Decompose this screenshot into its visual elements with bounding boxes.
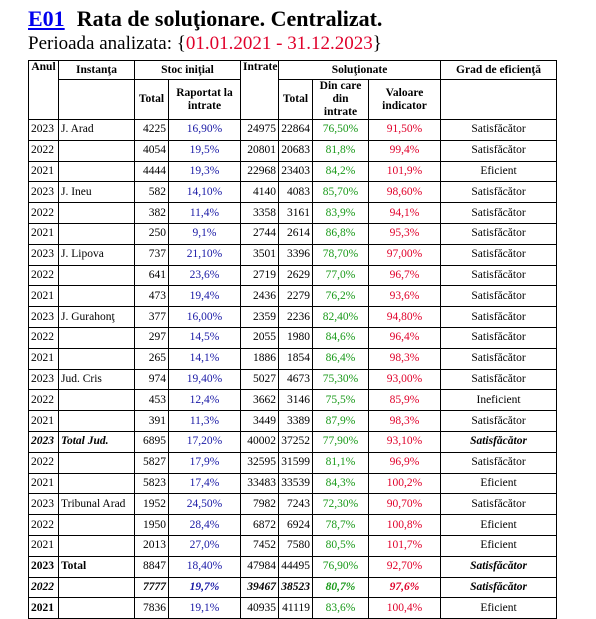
solutionate-total-cell: 4673	[279, 369, 313, 390]
table-row	[29, 161, 557, 182]
instanta-cell	[59, 515, 135, 536]
grad-cell: Satisfăcător	[441, 431, 557, 452]
grad-cell: Satisfăcător	[441, 494, 557, 515]
din-care-cell: 84,3%	[313, 473, 369, 494]
raport-cell: 11,3%	[169, 411, 241, 432]
table-row	[29, 494, 557, 515]
raport-cell: 27,0%	[169, 535, 241, 556]
table-row	[29, 369, 557, 390]
instanta-cell: J. Arad	[59, 120, 135, 141]
instanta-cell	[59, 452, 135, 473]
valoare-cell: 98,60%	[369, 182, 441, 203]
year-cell: 2022	[29, 577, 59, 598]
solutionate-total-cell: 2236	[279, 307, 313, 328]
solutionate-total-cell: 7243	[279, 494, 313, 515]
period-line	[28, 32, 596, 56]
stoc-total-cell: 453	[135, 390, 169, 411]
intrate-cell: 40935	[241, 598, 279, 619]
intrate-cell: 1886	[241, 348, 279, 369]
instanta-cell	[59, 327, 135, 348]
din-care-cell: 77,0%	[313, 265, 369, 286]
intrate-cell: 47984	[241, 556, 279, 577]
raport-cell: 19,3%	[169, 161, 241, 182]
solutionate-total-cell: 2279	[279, 286, 313, 307]
year-cell: 2023	[29, 494, 59, 515]
raport-cell: 18,40%	[169, 556, 241, 577]
table-row	[29, 452, 557, 473]
year-cell: 2023	[29, 120, 59, 141]
raport-cell: 17,4%	[169, 473, 241, 494]
din-care-cell: 83,9%	[313, 203, 369, 224]
table-row	[29, 473, 557, 494]
intrate-cell: 2359	[241, 307, 279, 328]
report-title-text: Rata de soluţionare. Centralizat.	[76, 6, 383, 31]
valoare-cell: 100,8%	[369, 515, 441, 536]
solutionate-total-cell: 7580	[279, 535, 313, 556]
grad-cell: Satisfăcător	[441, 265, 557, 286]
din-care-cell: 75,5%	[313, 390, 369, 411]
grad-cell: Satisfăcător	[441, 411, 557, 432]
solutionate-total-cell: 37252	[279, 431, 313, 452]
instanta-cell	[59, 390, 135, 411]
valoare-cell: 94,1%	[369, 203, 441, 224]
instanta-cell	[59, 140, 135, 161]
raport-cell: 24,50%	[169, 494, 241, 515]
din-care-cell: 84,2%	[313, 161, 369, 182]
intrate-cell: 2719	[241, 265, 279, 286]
intrate-cell: 4140	[241, 182, 279, 203]
year-cell: 2021	[29, 535, 59, 556]
solutionate-total-cell: 3389	[279, 411, 313, 432]
stoc-total-cell: 6895	[135, 431, 169, 452]
raport-cell: 12,4%	[169, 390, 241, 411]
stoc-total-cell: 473	[135, 286, 169, 307]
raport-cell: 16,00%	[169, 307, 241, 328]
stoc-total-cell: 7777	[135, 577, 169, 598]
solutionate-total-cell: 1854	[279, 348, 313, 369]
year-cell: 2023	[29, 556, 59, 577]
year-cell: 2022	[29, 265, 59, 286]
instanta-cell	[59, 265, 135, 286]
intrate-cell: 2744	[241, 223, 279, 244]
valoare-cell: 100,4%	[369, 598, 441, 619]
raport-cell: 14,10%	[169, 182, 241, 203]
din-care-cell: 76,90%	[313, 556, 369, 577]
valoare-cell: 97,00%	[369, 244, 441, 265]
din-care-cell: 83,6%	[313, 598, 369, 619]
instanta-cell: J. Gurahonţ	[59, 307, 135, 328]
year-cell: 2023	[29, 431, 59, 452]
report-code-link[interactable]: E01	[28, 6, 65, 31]
stoc-total-cell: 641	[135, 265, 169, 286]
grad-cell: Satisfăcător	[441, 286, 557, 307]
table-row	[29, 327, 557, 348]
year-cell: 2021	[29, 598, 59, 619]
solutionate-total-cell: 1980	[279, 327, 313, 348]
header-row-2	[29, 80, 557, 120]
grad-cell: Satisfăcător	[441, 223, 557, 244]
year-cell: 2023	[29, 244, 59, 265]
report-header	[0, 0, 596, 56]
year-cell: 2021	[29, 348, 59, 369]
grad-cell: Eficient	[441, 161, 557, 182]
stoc-total-cell: 4054	[135, 140, 169, 161]
valoare-cell: 101,9%	[369, 161, 441, 182]
raport-cell: 9,1%	[169, 223, 241, 244]
din-care-cell: 72,30%	[313, 494, 369, 515]
instanta-cell	[59, 161, 135, 182]
table-row	[29, 244, 557, 265]
efficiency-table	[28, 60, 557, 619]
grad-cell: Satisfăcător	[441, 327, 557, 348]
intrate-cell: 32595	[241, 452, 279, 473]
stoc-total-cell: 582	[135, 182, 169, 203]
solutionate-total-cell: 2614	[279, 223, 313, 244]
col-solutionate: Soluţionate	[279, 61, 441, 80]
raport-cell: 14,5%	[169, 327, 241, 348]
table-row	[29, 431, 557, 452]
din-care-cell: 78,7%	[313, 515, 369, 536]
intrate-cell: 2436	[241, 286, 279, 307]
intrate-cell: 22968	[241, 161, 279, 182]
table-row	[29, 556, 557, 577]
din-care-cell: 87,9%	[313, 411, 369, 432]
table-row	[29, 348, 557, 369]
solutionate-total-cell: 3146	[279, 390, 313, 411]
din-care-cell: 84,6%	[313, 327, 369, 348]
year-cell: 2022	[29, 515, 59, 536]
instanta-cell: J. Ineu	[59, 182, 135, 203]
table-row	[29, 411, 557, 432]
raport-cell: 28,4%	[169, 515, 241, 536]
stoc-total-cell: 4444	[135, 161, 169, 182]
instanta-cell: Jud. Cris	[59, 369, 135, 390]
grad-cell: Satisfăcător	[441, 452, 557, 473]
valoare-cell: 93,00%	[369, 369, 441, 390]
solutionate-total-cell: 41119	[279, 598, 313, 619]
intrate-cell: 3662	[241, 390, 279, 411]
col-din-care: Din care din intrate	[313, 80, 369, 120]
stoc-total-cell: 265	[135, 348, 169, 369]
instanta-cell	[59, 203, 135, 224]
valoare-cell: 92,70%	[369, 556, 441, 577]
table-body	[29, 120, 557, 619]
solutionate-total-cell: 33539	[279, 473, 313, 494]
intrate-cell: 33483	[241, 473, 279, 494]
table-row	[29, 182, 557, 203]
report-title	[28, 6, 596, 32]
instanta-cell	[59, 286, 135, 307]
year-cell: 2022	[29, 203, 59, 224]
table-row	[29, 223, 557, 244]
grad-cell: Satisfăcător	[441, 556, 557, 577]
solutionate-total-cell: 20683	[279, 140, 313, 161]
stoc-total-cell: 4225	[135, 120, 169, 141]
din-care-cell: 80,7%	[313, 577, 369, 598]
intrate-cell: 2055	[241, 327, 279, 348]
din-care-cell: 86,4%	[313, 348, 369, 369]
stoc-total-cell: 5823	[135, 473, 169, 494]
grad-cell: Eficient	[441, 515, 557, 536]
col-instanta: Instanţa	[59, 61, 135, 80]
table-row	[29, 265, 557, 286]
valoare-cell: 98,3%	[369, 348, 441, 369]
year-cell: 2023	[29, 369, 59, 390]
year-cell: 2022	[29, 327, 59, 348]
table-row	[29, 577, 557, 598]
table-row	[29, 140, 557, 161]
din-care-cell: 81,1%	[313, 452, 369, 473]
year-cell: 2022	[29, 140, 59, 161]
stoc-total-cell: 382	[135, 203, 169, 224]
din-care-cell: 78,70%	[313, 244, 369, 265]
valoare-cell: 93,10%	[369, 431, 441, 452]
instanta-cell	[59, 348, 135, 369]
col-stoc-initial: Stoc iniţial	[135, 61, 241, 80]
raport-cell: 19,1%	[169, 598, 241, 619]
valoare-cell: 94,80%	[369, 307, 441, 328]
col-instanta-blank	[59, 80, 135, 120]
year-cell: 2021	[29, 411, 59, 432]
stoc-total-cell: 1952	[135, 494, 169, 515]
year-cell: 2023	[29, 307, 59, 328]
table-row	[29, 203, 557, 224]
grad-cell: Satisfăcător	[441, 244, 557, 265]
col-grad: Grad de eficienţă	[441, 61, 557, 80]
col-valoare: Valoare indicator	[369, 80, 441, 120]
instanta-cell	[59, 411, 135, 432]
table-row	[29, 286, 557, 307]
intrate-cell: 7452	[241, 535, 279, 556]
grad-cell: Satisfăcător	[441, 307, 557, 328]
valoare-cell: 93,6%	[369, 286, 441, 307]
valoare-cell: 91,50%	[369, 120, 441, 141]
solutionate-total-cell: 3396	[279, 244, 313, 265]
instanta-cell	[59, 473, 135, 494]
stoc-total-cell: 5827	[135, 452, 169, 473]
grad-cell: Satisfăcător	[441, 182, 557, 203]
stoc-total-cell: 7836	[135, 598, 169, 619]
col-raport: Raportat la intrate	[169, 80, 241, 120]
din-care-cell: 76,2%	[313, 286, 369, 307]
stoc-total-cell: 250	[135, 223, 169, 244]
table-row	[29, 598, 557, 619]
instanta-cell	[59, 223, 135, 244]
period-open-brace: {	[176, 33, 186, 54]
intrate-cell: 39467	[241, 577, 279, 598]
din-care-cell: 77,90%	[313, 431, 369, 452]
intrate-cell: 5027	[241, 369, 279, 390]
valoare-cell: 90,70%	[369, 494, 441, 515]
table-row	[29, 535, 557, 556]
year-cell: 2022	[29, 452, 59, 473]
intrate-cell: 6872	[241, 515, 279, 536]
period-label: Perioada analizata:	[28, 33, 177, 54]
solutionate-total-cell: 4083	[279, 182, 313, 203]
solutionate-total-cell: 6924	[279, 515, 313, 536]
grad-cell: Satisfăcător	[441, 120, 557, 141]
col-anul: Anul	[29, 61, 59, 120]
valoare-cell: 99,4%	[369, 140, 441, 161]
table-row	[29, 307, 557, 328]
raport-cell: 17,20%	[169, 431, 241, 452]
instanta-cell: Total Jud.	[59, 431, 135, 452]
table-row	[29, 390, 557, 411]
stoc-total-cell: 8847	[135, 556, 169, 577]
valoare-cell: 100,2%	[369, 473, 441, 494]
grad-cell: Eficient	[441, 598, 557, 619]
raport-cell: 16,90%	[169, 120, 241, 141]
stoc-total-cell: 974	[135, 369, 169, 390]
instanta-cell: Tribunal Arad	[59, 494, 135, 515]
col-sol-total: Total	[279, 80, 313, 120]
year-cell: 2021	[29, 223, 59, 244]
solutionate-total-cell: 22864	[279, 120, 313, 141]
valoare-cell: 97,6%	[369, 577, 441, 598]
stoc-total-cell: 2013	[135, 535, 169, 556]
intrate-cell: 3358	[241, 203, 279, 224]
year-cell: 2021	[29, 473, 59, 494]
grad-cell: Ineficient	[441, 390, 557, 411]
din-care-cell: 85,70%	[313, 182, 369, 203]
valoare-cell: 95,3%	[369, 223, 441, 244]
table-row	[29, 515, 557, 536]
instanta-cell: J. Lipova	[59, 244, 135, 265]
year-cell: 2021	[29, 286, 59, 307]
solutionate-total-cell: 2629	[279, 265, 313, 286]
valoare-cell: 96,9%	[369, 452, 441, 473]
solutionate-total-cell: 3161	[279, 203, 313, 224]
col-stoc-total: Total	[135, 80, 169, 120]
col-grad-blank	[441, 80, 557, 120]
grad-cell: Satisfăcător	[441, 203, 557, 224]
din-care-cell: 81,8%	[313, 140, 369, 161]
intrate-cell: 3449	[241, 411, 279, 432]
stoc-total-cell: 737	[135, 244, 169, 265]
stoc-total-cell: 391	[135, 411, 169, 432]
din-care-cell: 75,30%	[313, 369, 369, 390]
solutionate-total-cell: 44495	[279, 556, 313, 577]
grad-cell: Satisfăcător	[441, 348, 557, 369]
header-row-1	[29, 61, 557, 80]
raport-cell: 21,10%	[169, 244, 241, 265]
solutionate-total-cell: 38523	[279, 577, 313, 598]
raport-cell: 19,4%	[169, 286, 241, 307]
intrate-cell: 24975	[241, 120, 279, 141]
stoc-total-cell: 297	[135, 327, 169, 348]
intrate-cell: 20801	[241, 140, 279, 161]
raport-cell: 14,1%	[169, 348, 241, 369]
table-row	[29, 120, 557, 141]
year-cell: 2023	[29, 182, 59, 203]
grad-cell: Eficient	[441, 535, 557, 556]
raport-cell: 23,6%	[169, 265, 241, 286]
raport-cell: 19,7%	[169, 577, 241, 598]
year-cell: 2022	[29, 390, 59, 411]
stoc-total-cell: 377	[135, 307, 169, 328]
din-care-cell: 82,40%	[313, 307, 369, 328]
period-close-brace: }	[372, 33, 382, 54]
grad-cell: Satisfăcător	[441, 369, 557, 390]
intrate-cell: 7982	[241, 494, 279, 515]
col-intrate: Intrate	[241, 61, 279, 120]
instanta-cell	[59, 577, 135, 598]
instanta-cell	[59, 598, 135, 619]
instanta-cell: Total	[59, 556, 135, 577]
period-range: 01.01.2021 - 31.12.2023	[185, 33, 373, 54]
raport-cell: 19,40%	[169, 369, 241, 390]
valoare-cell: 96,7%	[369, 265, 441, 286]
valoare-cell: 98,3%	[369, 411, 441, 432]
stoc-total-cell: 1950	[135, 515, 169, 536]
intrate-cell: 3501	[241, 244, 279, 265]
grad-cell: Satisfăcător	[441, 140, 557, 161]
valoare-cell: 85,9%	[369, 390, 441, 411]
raport-cell: 11,4%	[169, 203, 241, 224]
instanta-cell	[59, 535, 135, 556]
solutionate-total-cell: 31599	[279, 452, 313, 473]
valoare-cell: 101,7%	[369, 535, 441, 556]
din-care-cell: 76,50%	[313, 120, 369, 141]
grad-cell: Satisfăcător	[441, 577, 557, 598]
intrate-cell: 40002	[241, 431, 279, 452]
year-cell: 2021	[29, 161, 59, 182]
grad-cell: Eficient	[441, 473, 557, 494]
din-care-cell: 86,8%	[313, 223, 369, 244]
din-care-cell: 80,5%	[313, 535, 369, 556]
raport-cell: 19,5%	[169, 140, 241, 161]
valoare-cell: 96,4%	[369, 327, 441, 348]
solutionate-total-cell: 23403	[279, 161, 313, 182]
raport-cell: 17,9%	[169, 452, 241, 473]
